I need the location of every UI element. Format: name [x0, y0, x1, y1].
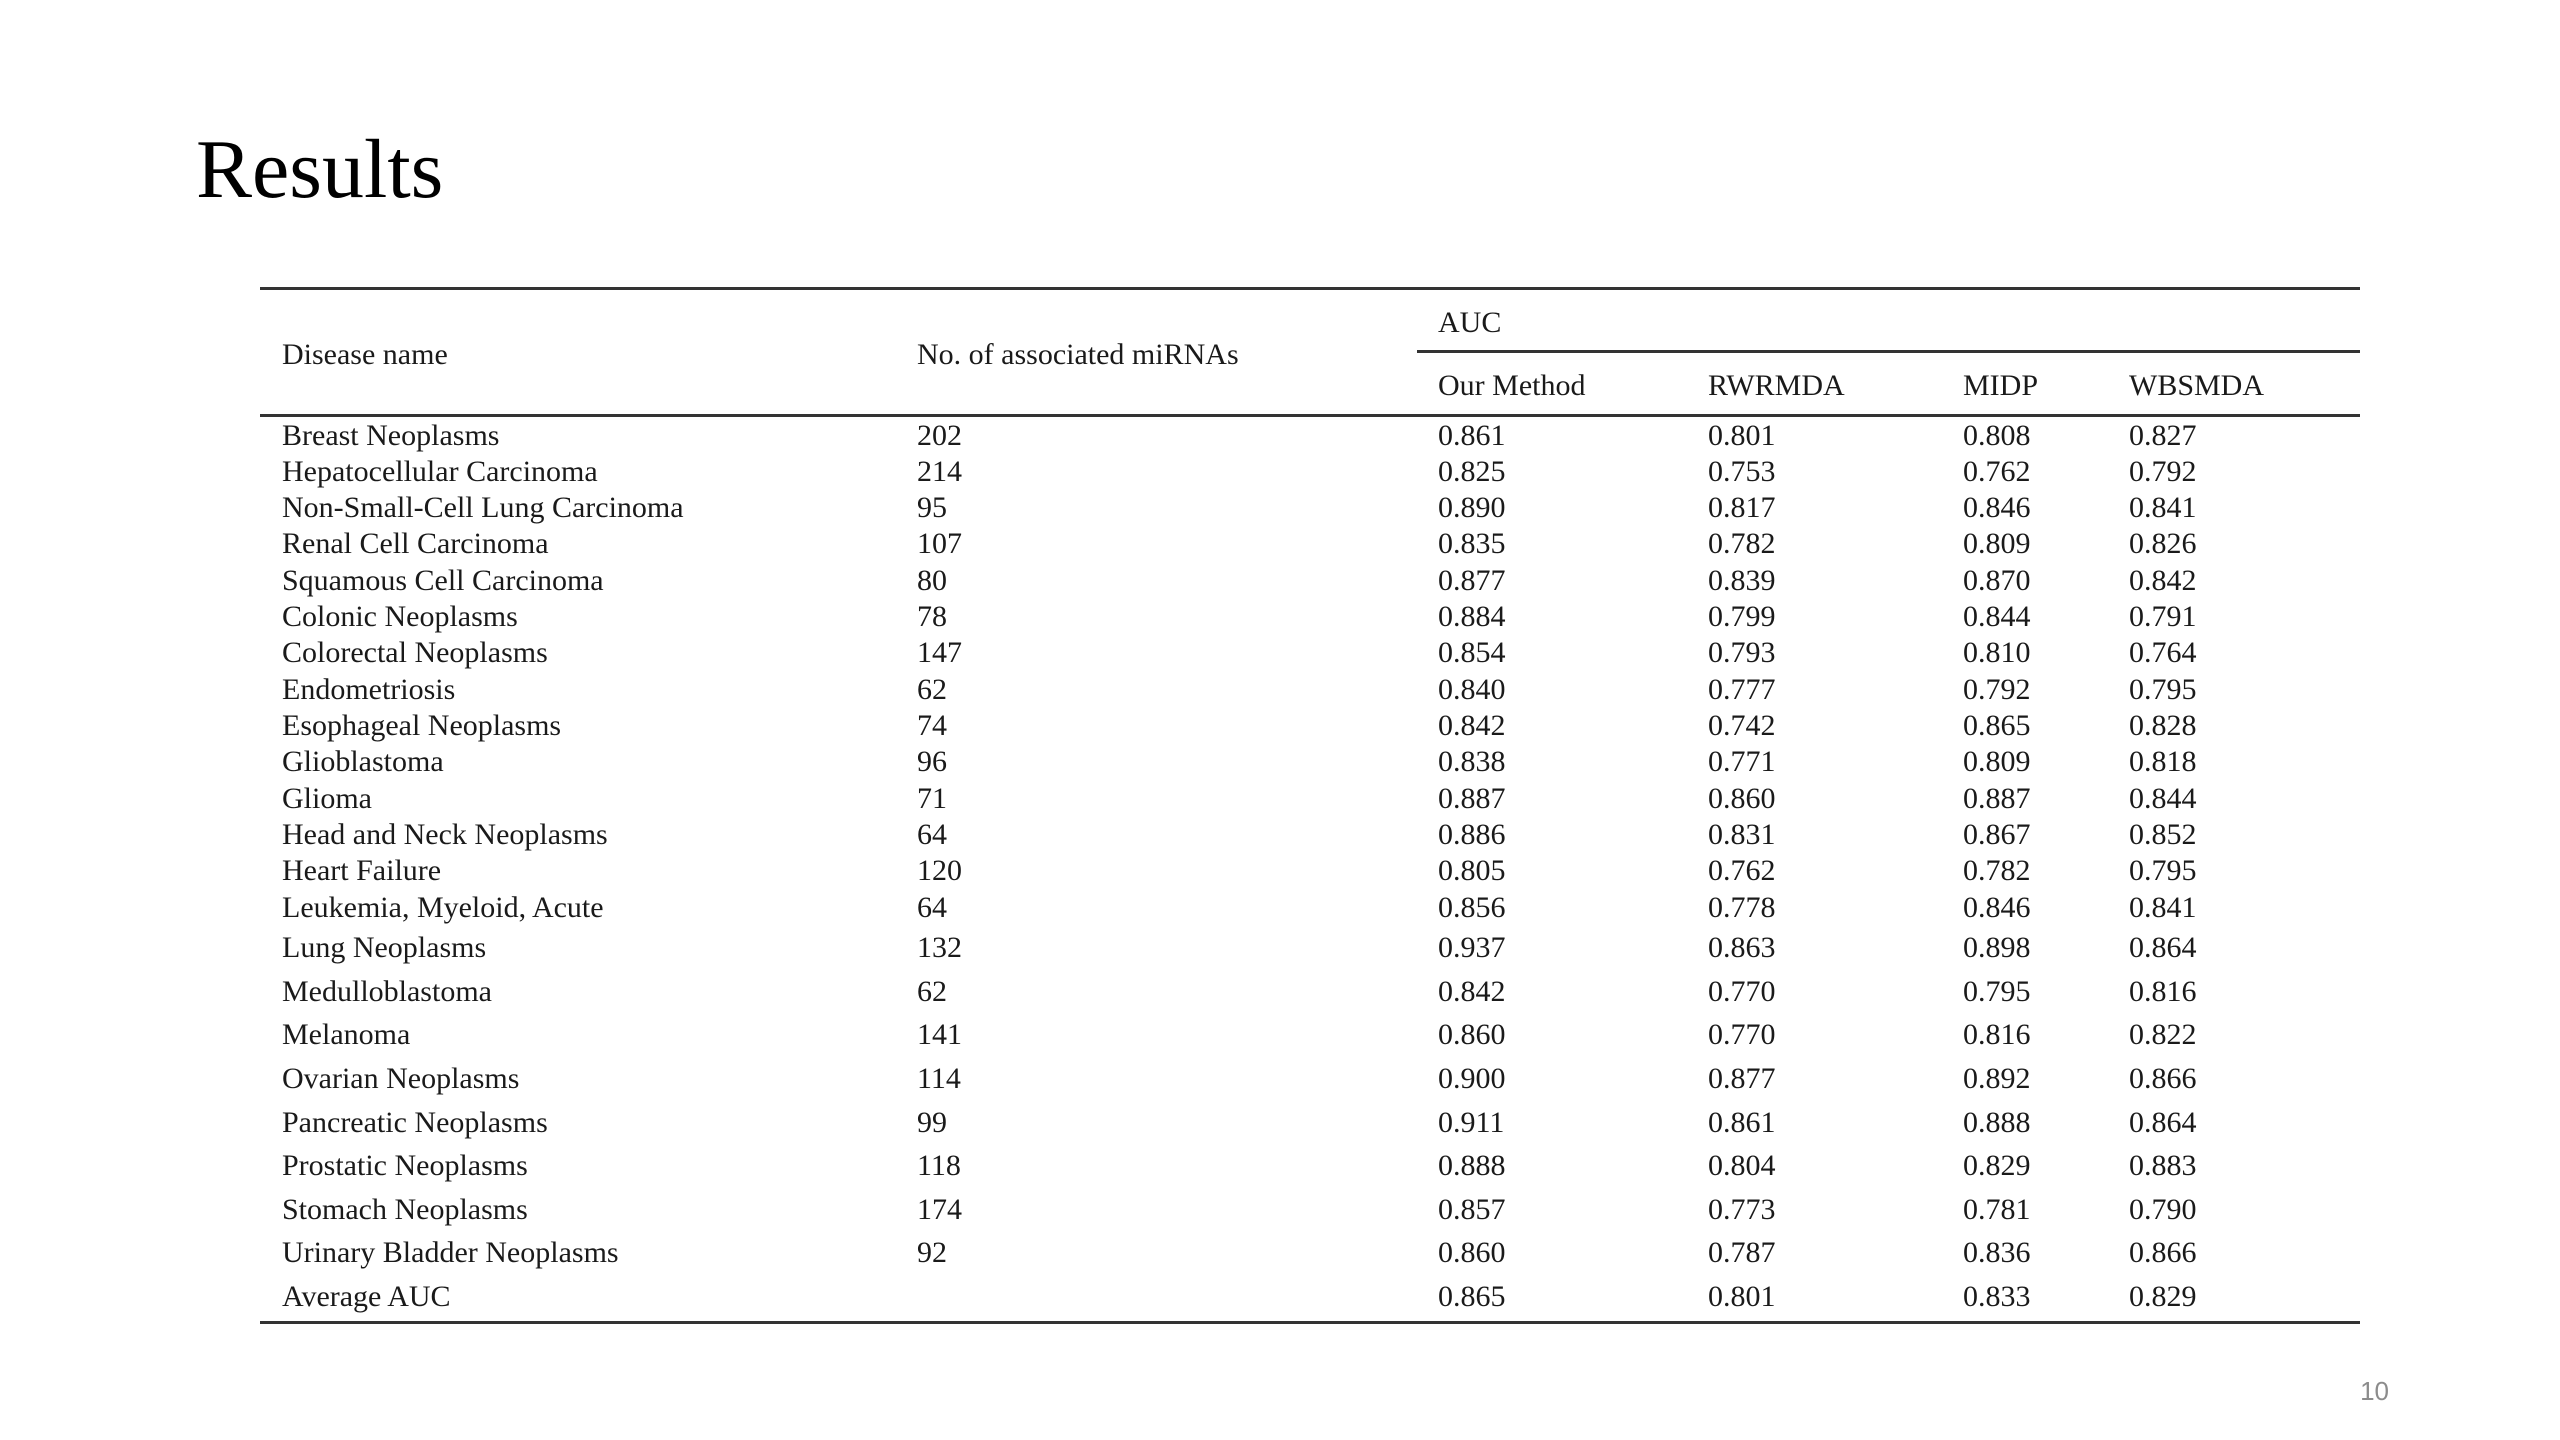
table-top-rule — [260, 287, 2360, 290]
cell-wbsmda-auc: 0.841 — [2129, 891, 2197, 924]
cell-our-method-auc: 0.884 — [1438, 600, 1506, 633]
cell-midp-auc: 0.846 — [1963, 891, 2031, 924]
cell-rwrmda-auc: 0.742 — [1708, 709, 1776, 742]
cell-wbsmda-auc: 0.795 — [2129, 673, 2197, 706]
cell-wbsmda-auc: 0.791 — [2129, 600, 2197, 633]
auc-group-rule — [1417, 350, 2360, 353]
header-disease-name: Disease name — [282, 338, 448, 371]
cell-our-method-auc: 0.825 — [1438, 455, 1506, 488]
cell-associated-mirnas: 202 — [917, 419, 962, 452]
cell-associated-mirnas: 107 — [917, 527, 962, 560]
cell-disease-name: Urinary Bladder Neoplasms — [282, 1236, 619, 1269]
cell-rwrmda-auc: 0.801 — [1708, 1280, 1776, 1313]
cell-disease-name: Medulloblastoma — [282, 975, 492, 1008]
cell-our-method-auc: 0.888 — [1438, 1149, 1506, 1182]
cell-associated-mirnas: 118 — [917, 1149, 961, 1182]
cell-midp-auc: 0.782 — [1963, 854, 2031, 887]
cell-midp-auc: 0.809 — [1963, 527, 2031, 560]
cell-disease-name: Average AUC — [282, 1280, 451, 1313]
cell-disease-name: Colorectal Neoplasms — [282, 636, 548, 669]
cell-midp-auc: 0.808 — [1963, 419, 2031, 452]
cell-associated-mirnas: 62 — [917, 975, 947, 1008]
cell-midp-auc: 0.887 — [1963, 782, 2031, 815]
cell-disease-name: Renal Cell Carcinoma — [282, 527, 549, 560]
cell-midp-auc: 0.809 — [1963, 745, 2031, 778]
cell-associated-mirnas: 120 — [917, 854, 962, 887]
cell-associated-mirnas: 92 — [917, 1236, 947, 1269]
cell-our-method-auc: 0.840 — [1438, 673, 1506, 706]
cell-wbsmda-auc: 0.827 — [2129, 419, 2197, 452]
cell-our-method-auc: 0.900 — [1438, 1062, 1506, 1095]
cell-our-method-auc: 0.937 — [1438, 931, 1506, 964]
cell-our-method-auc: 0.805 — [1438, 854, 1506, 887]
cell-midp-auc: 0.781 — [1963, 1193, 2031, 1226]
cell-rwrmda-auc: 0.860 — [1708, 782, 1776, 815]
cell-associated-mirnas: 147 — [917, 636, 962, 669]
cell-rwrmda-auc: 0.801 — [1708, 419, 1776, 452]
cell-wbsmda-auc: 0.828 — [2129, 709, 2197, 742]
cell-wbsmda-auc: 0.844 — [2129, 782, 2197, 815]
cell-midp-auc: 0.762 — [1963, 455, 2031, 488]
header-midp: MIDP — [1963, 369, 2039, 402]
cell-disease-name: Breast Neoplasms — [282, 419, 500, 452]
cell-midp-auc: 0.846 — [1963, 491, 2031, 524]
cell-associated-mirnas: 114 — [917, 1062, 961, 1095]
cell-wbsmda-auc: 0.829 — [2129, 1280, 2197, 1313]
cell-wbsmda-auc: 0.866 — [2129, 1062, 2197, 1095]
cell-midp-auc: 0.888 — [1963, 1106, 2031, 1139]
cell-midp-auc: 0.833 — [1963, 1280, 2031, 1313]
cell-midp-auc: 0.795 — [1963, 975, 2031, 1008]
cell-wbsmda-auc: 0.816 — [2129, 975, 2197, 1008]
cell-rwrmda-auc: 0.753 — [1708, 455, 1776, 488]
cell-wbsmda-auc: 0.764 — [2129, 636, 2197, 669]
cell-midp-auc: 0.870 — [1963, 564, 2031, 597]
cell-disease-name: Glioma — [282, 782, 372, 815]
cell-wbsmda-auc: 0.792 — [2129, 455, 2197, 488]
cell-associated-mirnas: 174 — [917, 1193, 962, 1226]
cell-midp-auc: 0.810 — [1963, 636, 2031, 669]
header-associated-mirnas: No. of associated miRNAs — [917, 338, 1239, 371]
cell-rwrmda-auc: 0.804 — [1708, 1149, 1776, 1182]
cell-midp-auc: 0.836 — [1963, 1236, 2031, 1269]
cell-rwrmda-auc: 0.861 — [1708, 1106, 1776, 1139]
cell-midp-auc: 0.844 — [1963, 600, 2031, 633]
cell-disease-name: Leukemia, Myeloid, Acute — [282, 891, 604, 924]
cell-our-method-auc: 0.854 — [1438, 636, 1506, 669]
cell-our-method-auc: 0.838 — [1438, 745, 1506, 778]
cell-our-method-auc: 0.887 — [1438, 782, 1506, 815]
cell-associated-mirnas: 99 — [917, 1106, 947, 1139]
cell-disease-name: Prostatic Neoplasms — [282, 1149, 528, 1182]
cell-our-method-auc: 0.842 — [1438, 975, 1506, 1008]
page-number: 10 — [2360, 1376, 2389, 1406]
cell-our-method-auc: 0.835 — [1438, 527, 1506, 560]
cell-rwrmda-auc: 0.799 — [1708, 600, 1776, 633]
header-our-method: Our Method — [1438, 369, 1586, 402]
cell-rwrmda-auc: 0.877 — [1708, 1062, 1776, 1095]
cell-rwrmda-auc: 0.777 — [1708, 673, 1776, 706]
cell-our-method-auc: 0.861 — [1438, 419, 1506, 452]
cell-associated-mirnas: 95 — [917, 491, 947, 524]
cell-associated-mirnas: 62 — [917, 673, 947, 706]
cell-rwrmda-auc: 0.831 — [1708, 818, 1776, 851]
slide-title: Results — [196, 123, 444, 216]
cell-midp-auc: 0.816 — [1963, 1018, 2031, 1051]
cell-midp-auc: 0.865 — [1963, 709, 2031, 742]
cell-disease-name: Stomach Neoplasms — [282, 1193, 528, 1226]
cell-wbsmda-auc: 0.822 — [2129, 1018, 2197, 1051]
cell-our-method-auc: 0.856 — [1438, 891, 1506, 924]
cell-wbsmda-auc: 0.883 — [2129, 1149, 2197, 1182]
header-rwrmda: RWRMDA — [1708, 369, 1845, 402]
header-auc-group: AUC — [1438, 306, 1502, 339]
cell-wbsmda-auc: 0.842 — [2129, 564, 2197, 597]
cell-our-method-auc: 0.865 — [1438, 1280, 1506, 1313]
cell-our-method-auc: 0.877 — [1438, 564, 1506, 597]
cell-rwrmda-auc: 0.770 — [1708, 975, 1776, 1008]
cell-our-method-auc: 0.890 — [1438, 491, 1506, 524]
cell-associated-mirnas: 141 — [917, 1018, 962, 1051]
table-header-rule — [260, 414, 2360, 417]
cell-rwrmda-auc: 0.863 — [1708, 931, 1776, 964]
cell-wbsmda-auc: 0.795 — [2129, 854, 2197, 887]
cell-our-method-auc: 0.860 — [1438, 1236, 1506, 1269]
cell-disease-name: Lung Neoplasms — [282, 931, 487, 964]
cell-our-method-auc: 0.857 — [1438, 1193, 1506, 1226]
cell-our-method-auc: 0.842 — [1438, 709, 1506, 742]
cell-associated-mirnas: 64 — [917, 818, 947, 851]
cell-disease-name: Esophageal Neoplasms — [282, 709, 562, 742]
cell-associated-mirnas: 80 — [917, 564, 947, 597]
cell-associated-mirnas: 71 — [917, 782, 947, 815]
cell-disease-name: Ovarian Neoplasms — [282, 1062, 520, 1095]
cell-midp-auc: 0.792 — [1963, 673, 2031, 706]
cell-rwrmda-auc: 0.778 — [1708, 891, 1776, 924]
cell-rwrmda-auc: 0.782 — [1708, 527, 1776, 560]
cell-wbsmda-auc: 0.841 — [2129, 491, 2197, 524]
cell-disease-name: Colonic Neoplasms — [282, 600, 518, 633]
cell-associated-mirnas: 132 — [917, 931, 962, 964]
cell-disease-name: Non-Small-Cell Lung Carcinoma — [282, 491, 684, 524]
cell-midp-auc: 0.898 — [1963, 931, 2031, 964]
cell-disease-name: Squamous Cell Carcinoma — [282, 564, 604, 597]
cell-midp-auc: 0.892 — [1963, 1062, 2031, 1095]
cell-wbsmda-auc: 0.866 — [2129, 1236, 2197, 1269]
cell-associated-mirnas: 74 — [917, 709, 947, 742]
cell-disease-name: Melanoma — [282, 1018, 411, 1051]
cell-rwrmda-auc: 0.793 — [1708, 636, 1776, 669]
cell-rwrmda-auc: 0.839 — [1708, 564, 1776, 597]
cell-wbsmda-auc: 0.864 — [2129, 1106, 2197, 1139]
cell-associated-mirnas: 64 — [917, 891, 947, 924]
table-bottom-rule — [260, 1321, 2360, 1324]
cell-wbsmda-auc: 0.826 — [2129, 527, 2197, 560]
cell-disease-name: Hepatocellular Carcinoma — [282, 455, 598, 488]
cell-rwrmda-auc: 0.770 — [1708, 1018, 1776, 1051]
cell-midp-auc: 0.867 — [1963, 818, 2031, 851]
cell-rwrmda-auc: 0.762 — [1708, 854, 1776, 887]
cell-associated-mirnas: 78 — [917, 600, 947, 633]
cell-disease-name: Heart Failure — [282, 854, 442, 887]
cell-our-method-auc: 0.911 — [1438, 1106, 1505, 1139]
cell-our-method-auc: 0.860 — [1438, 1018, 1506, 1051]
cell-wbsmda-auc: 0.790 — [2129, 1193, 2197, 1226]
cell-wbsmda-auc: 0.864 — [2129, 931, 2197, 964]
cell-disease-name: Glioblastoma — [282, 745, 444, 778]
cell-disease-name: Head and Neck Neoplasms — [282, 818, 608, 851]
cell-disease-name: Pancreatic Neoplasms — [282, 1106, 548, 1139]
cell-wbsmda-auc: 0.818 — [2129, 745, 2197, 778]
cell-rwrmda-auc: 0.771 — [1708, 745, 1776, 778]
cell-disease-name: Endometriosis — [282, 673, 456, 706]
header-wbsmda: WBSMDA — [2129, 369, 2265, 402]
cell-rwrmda-auc: 0.787 — [1708, 1236, 1776, 1269]
cell-associated-mirnas: 214 — [917, 455, 962, 488]
cell-wbsmda-auc: 0.852 — [2129, 818, 2197, 851]
cell-associated-mirnas: 96 — [917, 745, 947, 778]
cell-rwrmda-auc: 0.773 — [1708, 1193, 1776, 1226]
cell-our-method-auc: 0.886 — [1438, 818, 1506, 851]
cell-rwrmda-auc: 0.817 — [1708, 491, 1776, 524]
cell-midp-auc: 0.829 — [1963, 1149, 2031, 1182]
